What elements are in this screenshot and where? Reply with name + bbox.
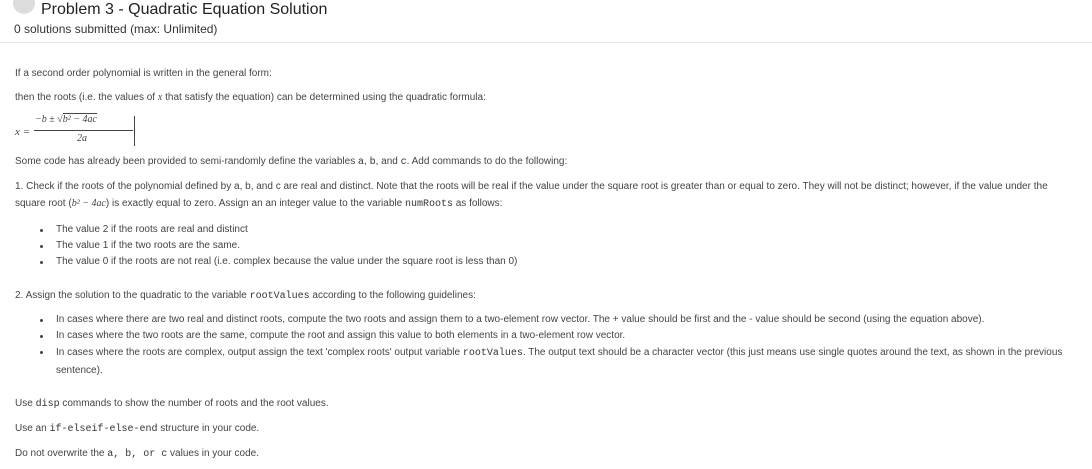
disp-instruction: Use disp commands to show the number of roots and the root values.	[15, 398, 329, 410]
overwrite-instruction: Do not overwrite the a, b, or c values in your code.	[15, 448, 259, 460]
ifelse-instruction: Use an if-elseif-else-end structure in your code.	[15, 423, 260, 435]
status-circle-icon	[13, 0, 35, 14]
list-item: The value 1 if the two roots are the same.	[40, 238, 517, 254]
roots-intro-text: then the roots (i.e. the values of x that satisfy the equation) can be determined using the quadratic formula:	[15, 92, 486, 103]
provided-text: Some code has already been provided to semi-randomly define the variables a, b, and c. Add commands to do the following:	[15, 156, 568, 168]
list-item: In cases where the two roots are the same, compute the root and assign this value to both elements in a two-element row vector.	[40, 328, 1066, 344]
step2-list	[40, 312, 1066, 379]
step1-text: 1. Check if the roots of the polynomial defined by a, b, and c are real and distinct. Note that the roots will be real if the value under the square root is greater than or equal to zero. They will not be distinct; however, if the value under the square root (b² − 4ac) is exactly equal to zero. Assign an an integer value to the variable numRoots as follows:	[15, 181, 1048, 210]
list-item: The value 0 if the roots are not real (i.e. complex because the value under the square root is less than 0)	[40, 254, 517, 270]
formula-denominator: 2a	[77, 133, 87, 144]
formula-numerator: −b ± √b² − 4ac	[35, 114, 97, 125]
step1-list	[40, 222, 517, 270]
submission-count: 0 solutions submitted (max: Unlimited)	[14, 22, 218, 36]
problem-header	[0, 0, 1092, 43]
list-item: In cases where there are two real and distinct roots, compute the two roots and assign them to a two-element row vector. The + value should be first and the - value should be second (using the equation above).	[40, 312, 1066, 328]
step2-text: 2. Assign the solution to the quadratic to the variable rootValues according to the following guidelines:	[15, 290, 476, 302]
fraction-bar	[34, 130, 133, 131]
text-cursor	[134, 116, 135, 146]
list-item: The value 2 if the roots are real and distinct	[40, 222, 517, 238]
formula-lhs: x =	[15, 126, 31, 138]
list-item: In cases where the roots are complex, output assign the text 'complex roots' output variable rootValues. The output text should be a character vector (this just means use single quotes around the text, as shown in the previous sentence).	[40, 344, 1066, 379]
page-title: Problem 3 - Quadratic Equation Solution	[41, 1, 328, 18]
intro-text: If a second order polynomial is written in the general form:	[15, 68, 272, 79]
